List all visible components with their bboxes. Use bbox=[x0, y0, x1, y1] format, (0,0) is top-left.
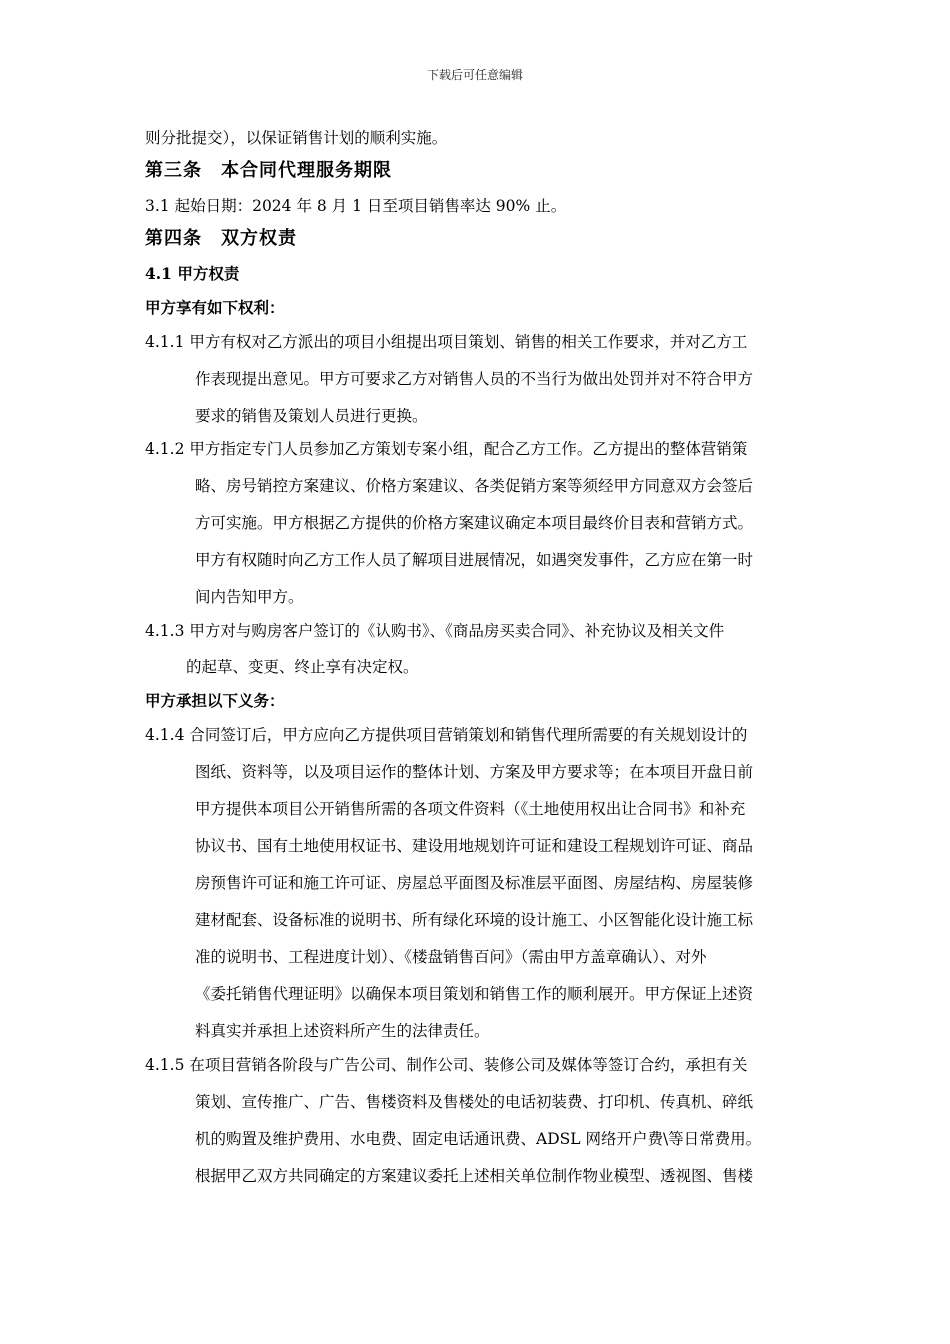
clause-4-1-1-line: 4.1.1 甲方有权对乙方派出的项目小组提出项目策划、销售的相关工作要求，并对乙方工 bbox=[145, 333, 748, 351]
clause-4-1-5-line: 根据甲乙双方共同确定的方案建议委托上述相关单位制作物业模型、透视图、售楼 bbox=[195, 1167, 754, 1185]
clause-4-1-4-line: 《委托销售代理证明》以确保本项目策划和销售工作的顺利展开。甲方保证上述资 bbox=[195, 985, 754, 1003]
clause-4-1-3-line: 的起草、变更、终止享有决定权。 bbox=[186, 658, 419, 676]
clause-4-1-4-line: 甲方提供本项目公开销售所需的各项文件资料（《土地使用权出让合同书》和补充 bbox=[195, 800, 746, 818]
clause-4-1-4-line: 建材配套、设备标准的说明书、所有绿化环境的设计施工、小区智能化设计施工标 bbox=[195, 911, 754, 929]
clause-4-1-5-line: 策划、宣传推广、广告、售楼资料及售楼处的电话初装费、打印机、传真机、碎纸 bbox=[195, 1093, 754, 1111]
clause-4-1-2-line: 方可实施。甲方根据乙方提供的价格方案建议确定本项目最终价目表和营销方式。 bbox=[195, 514, 754, 532]
page-header-note: 下载后可任意编辑 bbox=[426, 68, 523, 82]
clause-4-1-4-line: 料真实并承担上述资料所产生的法律责任。 bbox=[195, 1022, 490, 1040]
article-3-title: 第三条 本合同代理服务期限 bbox=[145, 160, 392, 181]
duties-heading: 甲方承担以下义务： bbox=[145, 691, 285, 710]
clause-4-1-5-line: 4.1.5 在项目营销各阶段与广告公司、制作公司、装修公司及媒体等签订合约，承担有关 bbox=[145, 1056, 748, 1074]
clause-4-1-4-line: 4.1.4 合同签订后，甲方应向乙方提供项目营销策划和销售代理所需要的有关规划设计的 bbox=[145, 726, 748, 744]
clause-4-1-5-line: 机的购置及维护费用、水电费、固定电话通讯费、ADSL 网络开户费\等日常费用。 bbox=[195, 1130, 762, 1148]
clause-4-1-3-line: 4.1.3 甲方对与购房客户签订的《认购书》、《商品房买卖合同》、补充协议及相关文件 bbox=[145, 622, 725, 640]
clause-4-1-2-line: 甲方有权随时向乙方工作人员了解项目进展情况，如遇突发事件，乙方应在第一时 bbox=[195, 551, 754, 569]
clause-4-1-2-line: 间内告知甲方。 bbox=[195, 588, 304, 606]
clause-4-1-1-line: 要求的销售及策划人员进行更换。 bbox=[195, 407, 428, 425]
clause-4-1-4-line: 房预售许可证和施工许可证、房屋总平面图及标准层平面图、房屋结构、房屋装修 bbox=[195, 874, 754, 892]
rights-heading: 甲方享有如下权利： bbox=[145, 298, 285, 317]
clause-4-1-4-line: 协议书、国有土地使用权证书、建设用地规划许可证和建设工程规划许可证、商品 bbox=[195, 837, 754, 855]
clause-4-1-4-line: 准的说明书、工程进度计划）、《楼盘销售百问》（需由甲方盖章确认）、对外 bbox=[195, 948, 707, 966]
continued-paragraph: 则分批提交），以保证销售计划的顺利实施。 bbox=[145, 129, 448, 147]
section-4-1-heading: 4.1 甲方权责 bbox=[145, 264, 240, 283]
clause-4-1-4-line: 图纸、资料等，以及项目运作的整体计划、方案及甲方要求等；在本项目开盘日前 bbox=[195, 763, 754, 781]
clause-4-1-2-line: 4.1.2 甲方指定专门人员参加乙方策划专案小组，配合乙方工作。乙方提出的整体营销策 bbox=[145, 440, 748, 458]
clause-3-1: 3.1 起始日期：2024 年 8 月 1 日至项目销售率达 90% 止。 bbox=[145, 197, 567, 215]
article-4-title: 第四条 双方权责 bbox=[145, 228, 297, 249]
clause-4-1-2-line: 略、房号销控方案建议、价格方案建议、各类促销方案等须经甲方同意双方会签后 bbox=[195, 477, 754, 495]
clause-4-1-1-line: 作表现提出意见。甲方可要求乙方对销售人员的不当行为做出处罚并对不符合甲方 bbox=[195, 370, 754, 388]
